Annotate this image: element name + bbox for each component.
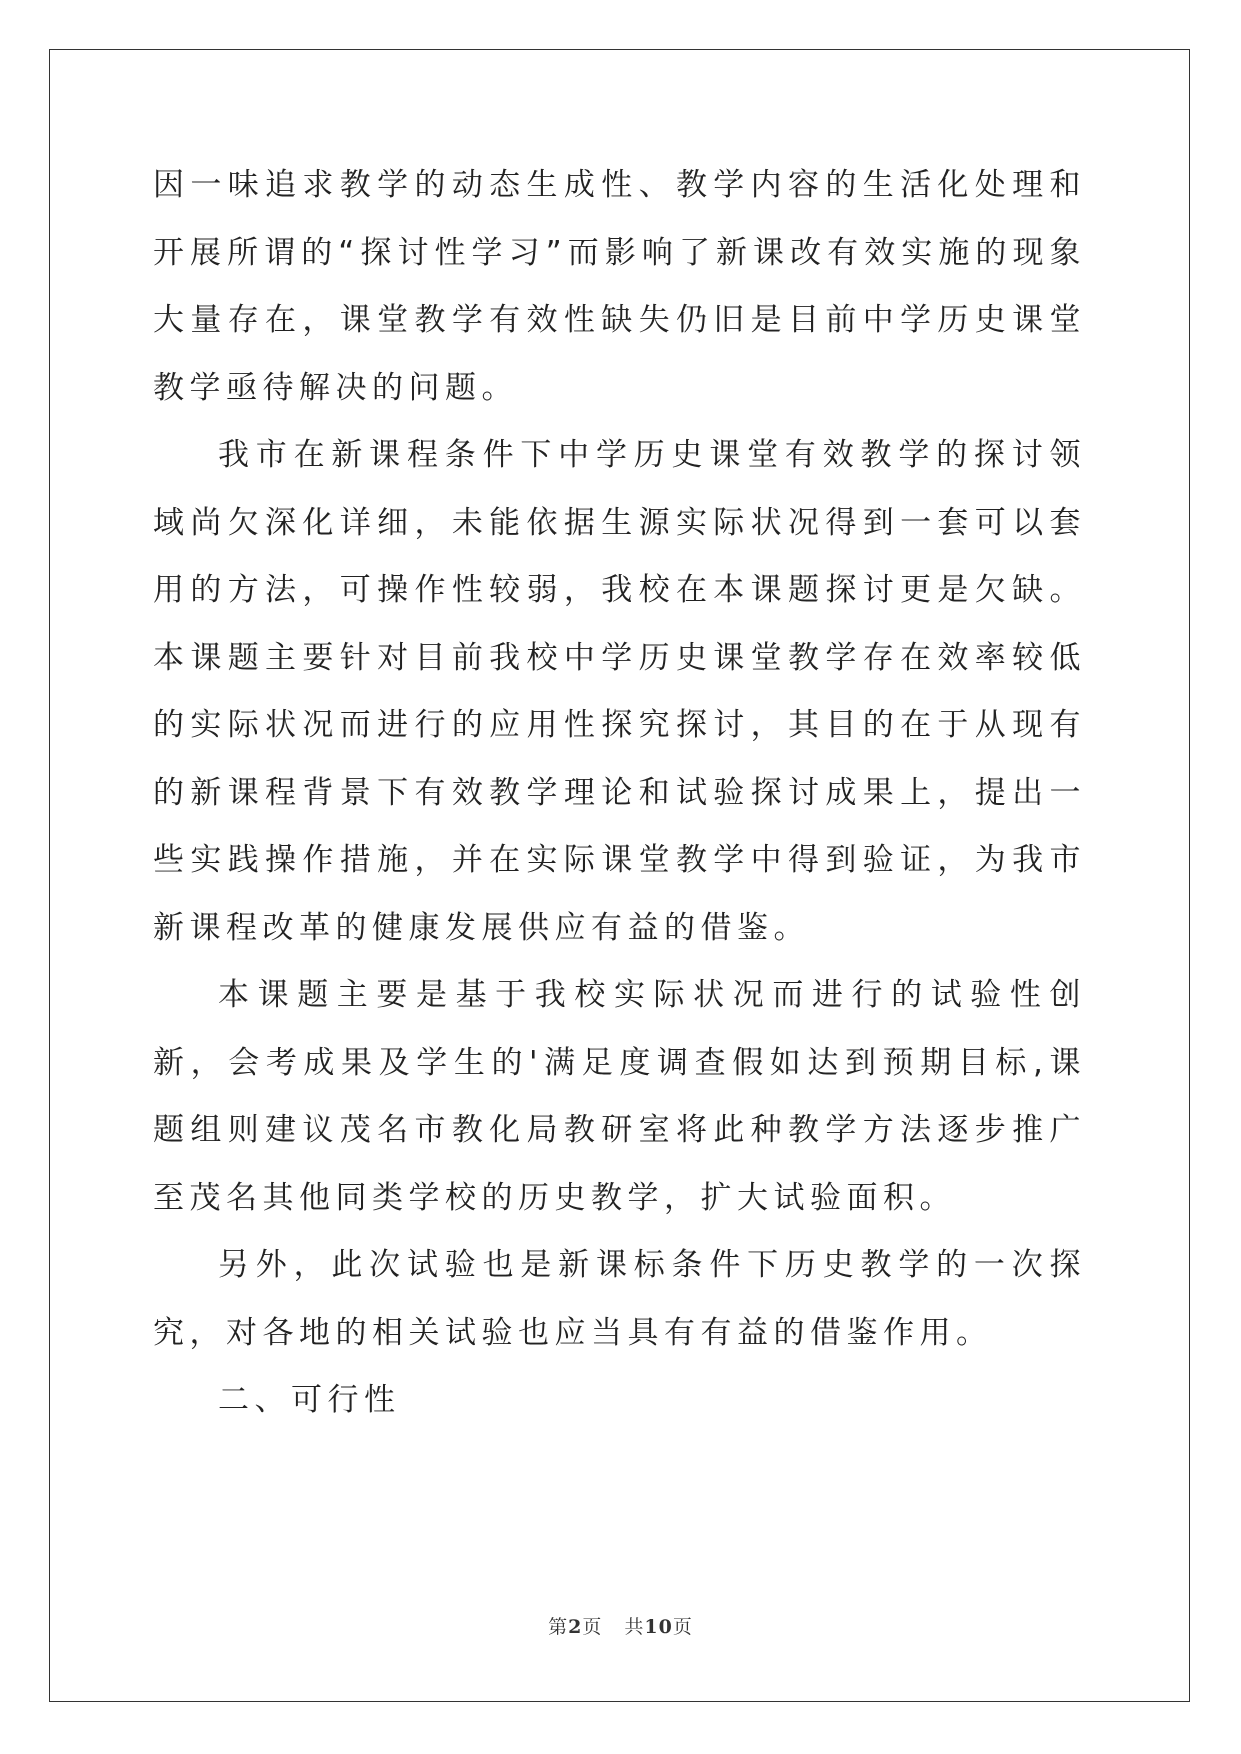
paragraph-3: 本课题主要是基于我校实际状况而进行的试验性创新，会考成果及学生的'满足度调查假如达到预期目标,课题组则建议茂名市教化局教研室将此种教学方法逐步推广至茂名其他同类学校的历史教学，扩大试验面积。 bbox=[153, 977, 1086, 1216]
section-heading: 二、可行性 bbox=[218, 1382, 401, 1418]
paragraph-1: 因一味追求教学的动态生成性、教学内容的生活化处理和开展所谓的“探讨性学习”而影响了新课改有效实施的现象大量存在，课堂教学有效性缺失仍旧是目前中学历史课堂教学亟待解决的问题。 bbox=[153, 167, 1086, 406]
total-suffix: 页 bbox=[672, 1616, 693, 1638]
page-footer bbox=[0, 1612, 1241, 1639]
paragraph-2: 我市在新课程条件下中学历史课堂有效教学的探讨领域尚欠深化详细，未能依据生源实际状况得到一套可以套用的方法，可操作性较弱，我校在本课题探讨更是欠缺。本课题主要针对目前我校中学历史课堂教学存在效率较低的实际状况而进行的应用性探究探讨，其目的在于从现有的新课程背景下有效教学理论和试验探讨成果上，提出一些实践操作措施，并在实际课堂教学中得到验证，为我市新课程改革的健康发展供应有益的借鉴。 bbox=[153, 437, 1086, 946]
paragraph-4: 另外，此次试验也是新课标条件下历史教学的一次探究，对各地的相关试验也应当具有有益的借鉴作用。 bbox=[153, 1247, 1086, 1351]
page-prefix: 第 bbox=[548, 1616, 569, 1638]
document-body bbox=[153, 152, 1086, 1435]
page-current: 2 bbox=[568, 1616, 583, 1638]
total-prefix: 共 bbox=[624, 1616, 645, 1638]
page-total: 10 bbox=[644, 1616, 673, 1638]
page-suffix: 页 bbox=[582, 1616, 603, 1638]
